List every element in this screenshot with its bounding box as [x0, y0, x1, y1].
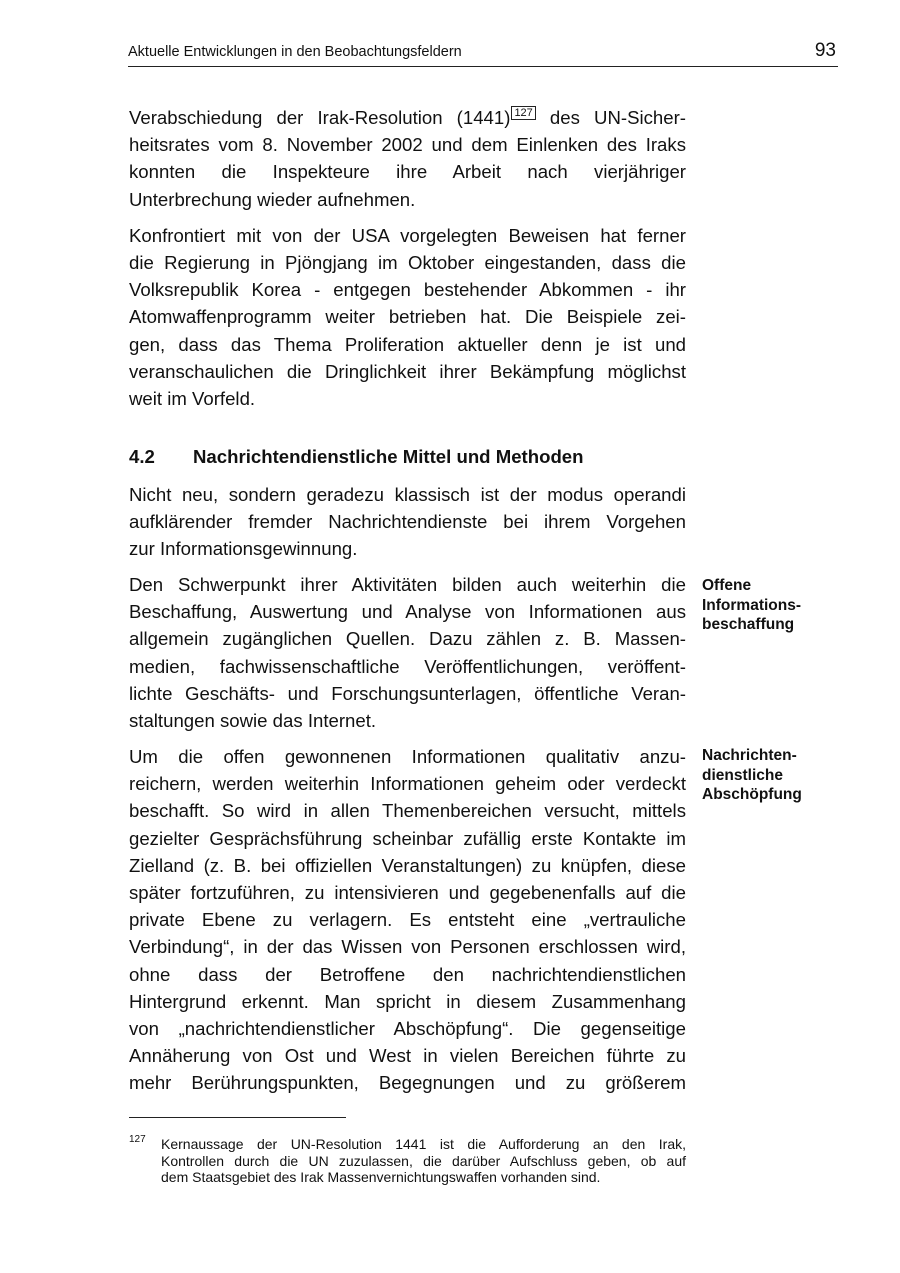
footnote-line: Kontrollen durch die UN zuzulassen, die darüber Aufschluss geben, ob auf	[161, 1152, 686, 1169]
text-line: Beschaffung, Auswertung und Analyse von Informationen aus	[129, 601, 686, 623]
text-line: Konfrontiert mit von der USA vorgelegten Beweisen hat ferner	[129, 224, 686, 246]
text-line: weit im Vorfeld.	[129, 388, 256, 410]
running-title: Aktuelle Entwicklungen in den Beobachtungsfeldern	[128, 44, 462, 60]
margin-note-line: Offene	[702, 577, 752, 594]
page-header	[128, 40, 838, 67]
text-line: Atomwaffenprogramm weiter betrieben hat. Die Beispiele zei-	[129, 306, 686, 328]
body-text-p5	[129, 743, 686, 1097]
text-line: später fortzuführen, zu intensivieren und gegebenenfalls auf die	[129, 882, 686, 904]
body-text-p3	[129, 481, 686, 563]
text-line: veranschaulichen die Dringlichkeit ihrer Bekämpfung möglichst	[129, 360, 686, 382]
page-number: 93	[814, 40, 836, 61]
margin-note-debriefing	[702, 746, 852, 805]
text-line: heitsrates vom 8. November 2002 und dem Einlenken des Iraks	[129, 134, 686, 156]
paragraph-1	[129, 104, 686, 213]
text-line	[129, 104, 686, 131]
text-line: lichte Geschäfts- und Forschungsunterlagen, öffentliche Veran-	[129, 682, 686, 704]
text-line: gen, dass das Thema Proliferation aktueller denn je ist und	[129, 333, 686, 355]
footnote-text	[161, 1136, 686, 1186]
text-line: Um die offen gewonnenen Informationen qualitativ anzu-	[129, 746, 686, 767]
text-line: Annäherung von Ost und West in vielen Bereichen führte zu	[129, 1045, 686, 1067]
text-line: konnten die Inspekteure ihre Arbeit nach vierjähriger	[129, 161, 686, 183]
margin-note-line: dienstliche	[702, 766, 783, 784]
text-segment: Verabschiedung der Irak-Resolution (1441)	[129, 107, 511, 128]
footnote-reference[interactable]: 127	[511, 106, 535, 120]
footnote-line: Kernaussage der UN-Resolution 1441 ist die Aufforderung an den Irak,	[161, 1136, 686, 1152]
paragraph-5	[129, 743, 686, 1097]
text-line: zur Informationsgewinnung.	[129, 538, 358, 560]
section-heading	[129, 446, 584, 468]
section-title: Nachrichtendienstliche Mittel und Methoden	[193, 446, 584, 467]
body-text-p4	[129, 571, 686, 734]
text-line: ohne dass der Betroffene den nachrichtendienstlichen	[129, 963, 686, 985]
text-line: mehr Berührungspunkten, Begegnungen und zu größerem	[129, 1072, 686, 1094]
margin-note-line: Informations-	[702, 596, 802, 614]
text-line: von „nachrichtendienstlicher Abschöpfung“. Die gegenseitige	[129, 1018, 686, 1040]
margin-note-line: Abschöpfung	[702, 786, 802, 803]
text-line: staltungen sowie das Internet.	[129, 710, 377, 732]
text-line: Hintergrund erkennt. Man spricht in diesem Zusammenhang	[129, 990, 686, 1012]
margin-note-open-sources	[702, 576, 852, 635]
text-line: Volksrepublik Korea - entgegen bestehender Abkommen - ihr	[129, 279, 686, 301]
text-line: die Regierung in Pjöngjang im Oktober eingestanden, dass die	[129, 252, 686, 274]
footnote-line: dem Staatsgebiet des Irak Massenvernichtungswaffen vorhanden sind.	[161, 1169, 601, 1186]
text-segment: des UN-Sicher-	[535, 107, 686, 128]
text-line: Den Schwerpunkt ihrer Aktivitäten bilden auch weiterhin die	[129, 574, 686, 595]
text-line: aufklärender fremder Nachrichtendienste bei ihrem Vorgehen	[129, 511, 686, 533]
text-line: Verbindung“, in der das Wissen von Personen erschlossen wird,	[129, 936, 686, 958]
text-line: Zielland (z. B. bei offiziellen Veranstaltungen) zu knüpfen, diese	[129, 854, 686, 876]
text-line: Nicht neu, sondern geradezu klassisch ist der modus operandi	[129, 484, 686, 505]
text-line: private Ebene zu verlagern. Es entsteht eine „vertrauliche	[129, 909, 686, 931]
paragraph-2	[129, 222, 686, 412]
margin-note-line: Nachrichten-	[702, 747, 797, 764]
footnote-number: 127	[129, 1134, 146, 1145]
paragraph-4	[129, 571, 686, 734]
paragraph-3	[129, 481, 686, 563]
text-line: medien, fachwissenschaftliche Veröffentlichungen, veröffent-	[129, 655, 686, 677]
section-number: 4.2	[129, 446, 155, 467]
text-line: gezielter Gesprächsführung scheinbar zufällig erste Kontakte im	[129, 827, 686, 849]
text-line: beschafft. So wird in allen Themenbereichen versucht, mittels	[129, 800, 686, 822]
text-line: allgemein zugänglichen Quellen. Dazu zählen z. B. Massen-	[129, 628, 686, 650]
footnote-separator	[129, 1117, 346, 1118]
text-line: reichern, werden weiterhin Informationen geheim oder verdeckt	[129, 773, 686, 795]
text-line: Unterbrechung wieder aufnehmen.	[129, 188, 416, 210]
margin-note-line: beschaffung	[702, 616, 795, 633]
body-text-top	[129, 104, 686, 412]
